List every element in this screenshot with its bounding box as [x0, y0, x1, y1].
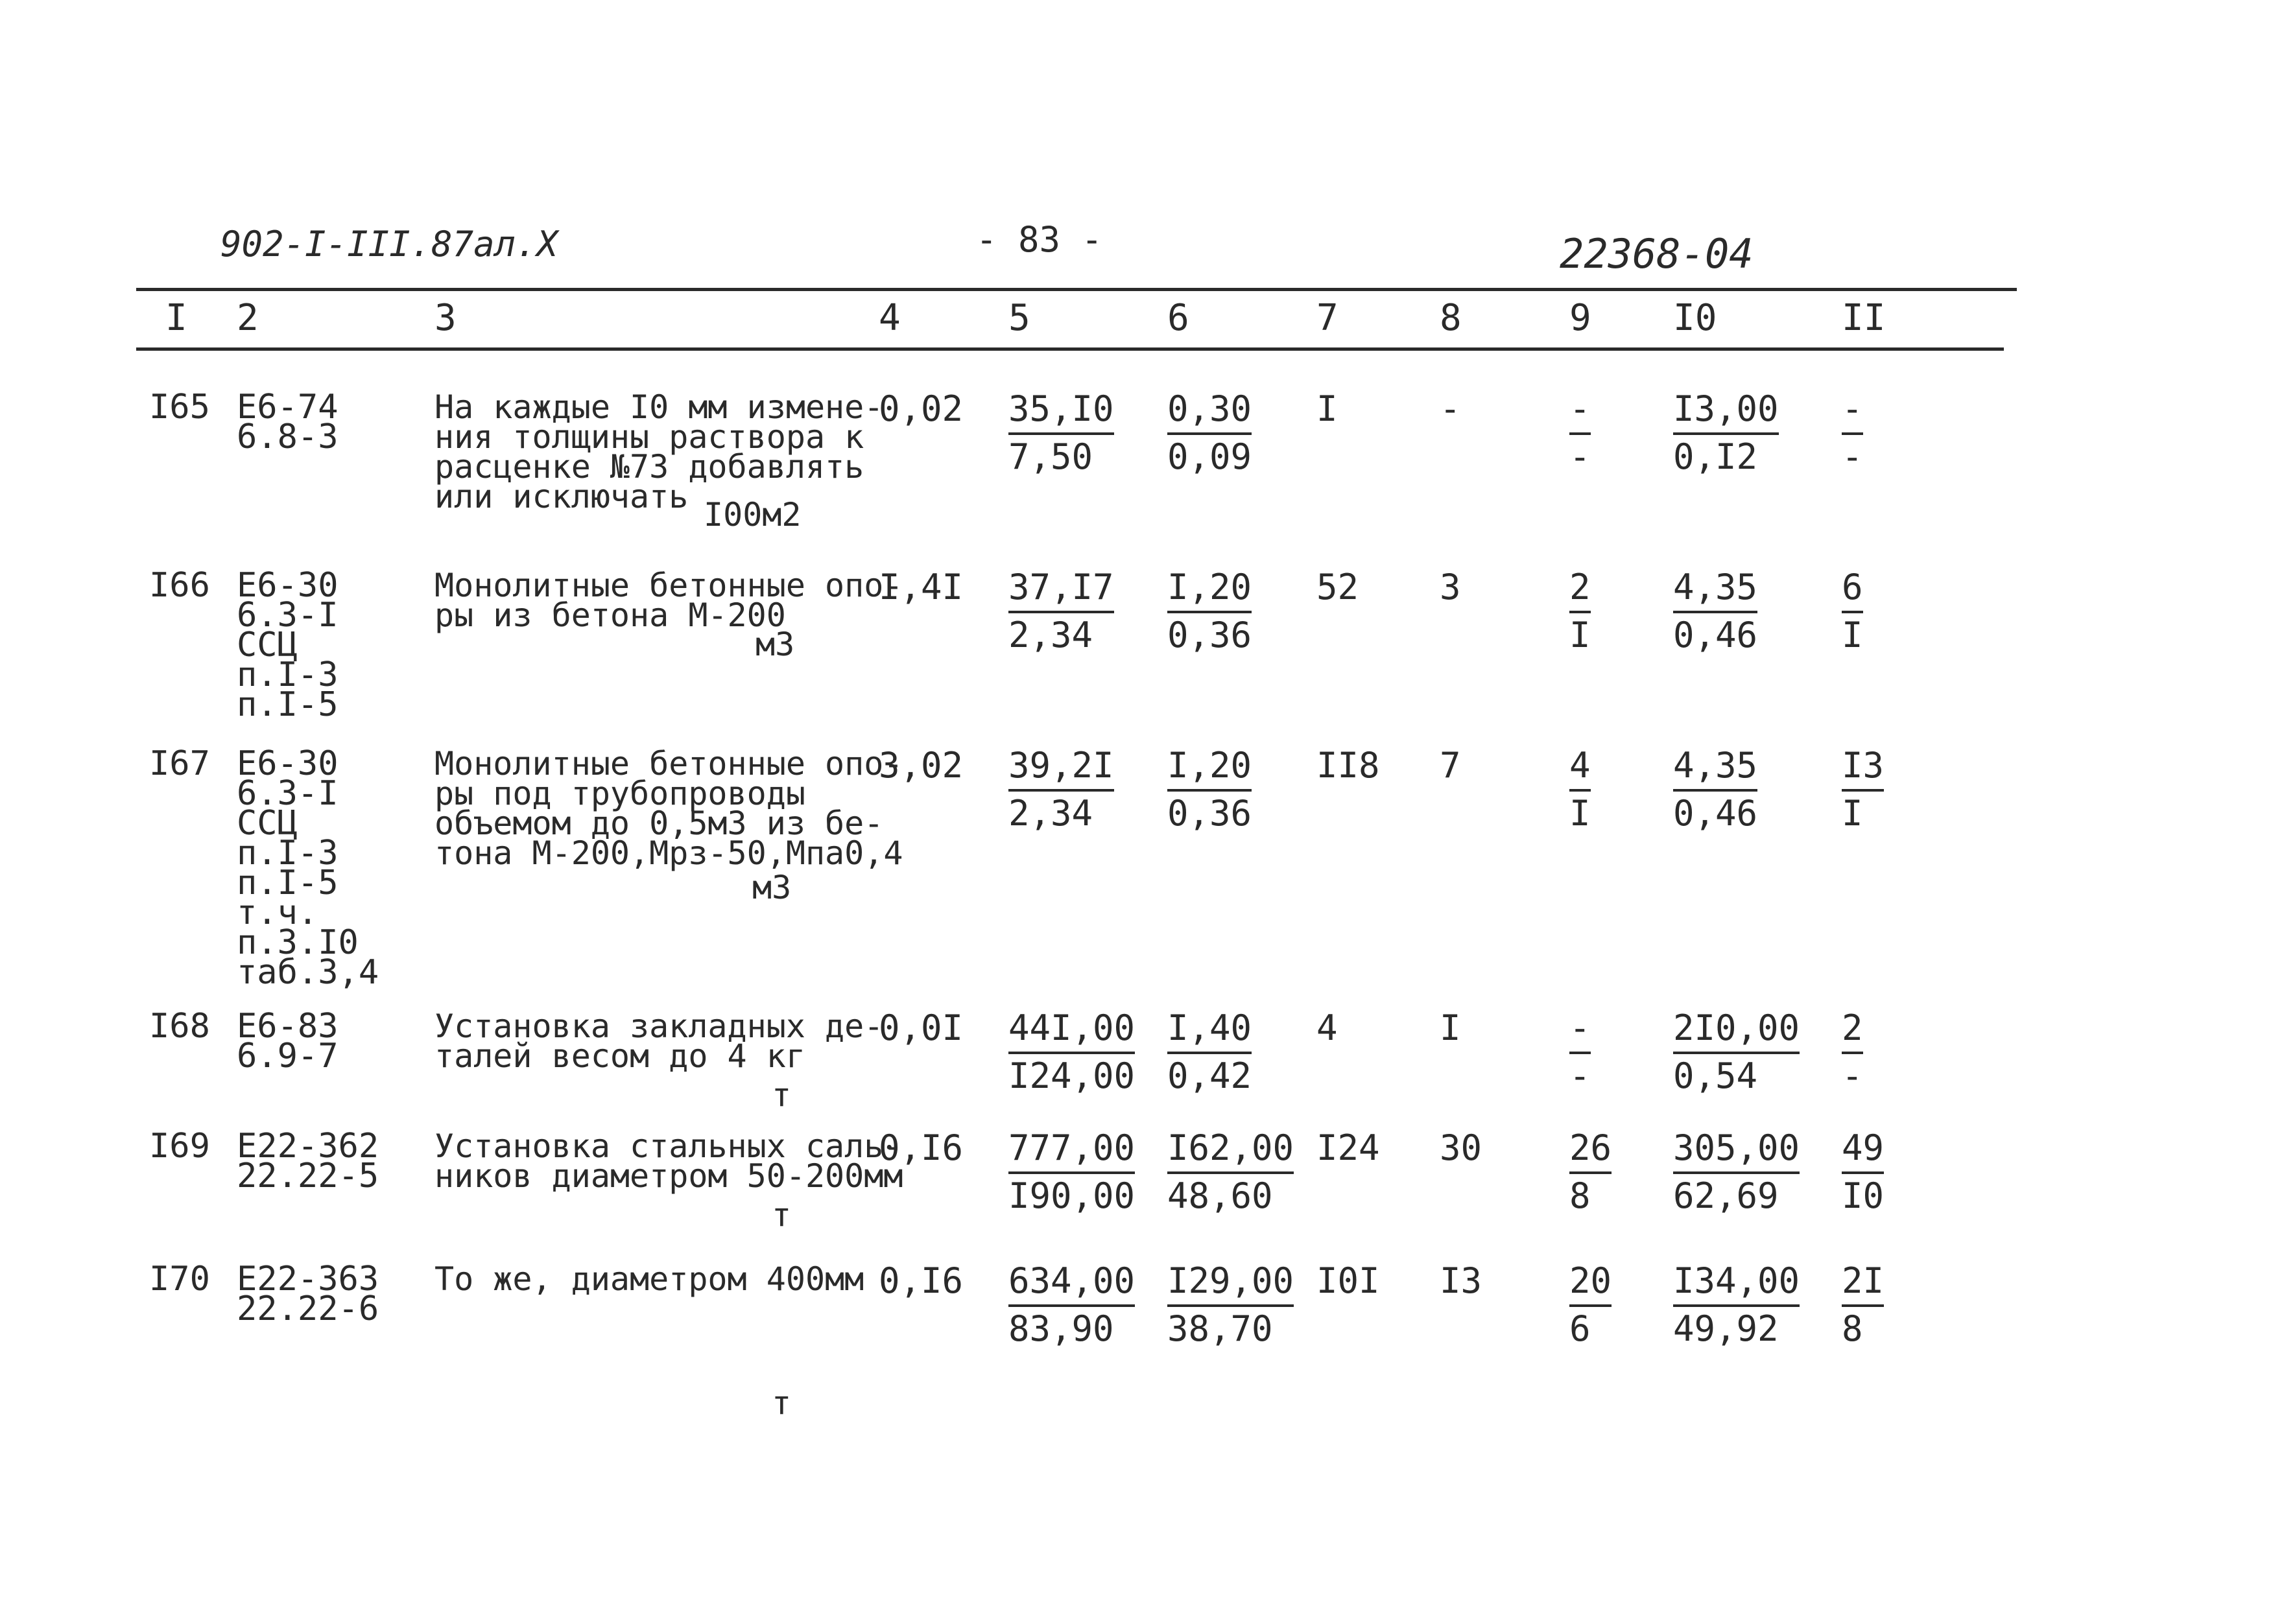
quantity: 3,02	[879, 745, 964, 786]
total-labor-denominator: I0	[1842, 1175, 1885, 1216]
labor-hours-denominator: 0,46	[1673, 615, 1758, 655]
total-labor	[1842, 744, 1884, 836]
header-top-rule	[136, 288, 2017, 291]
unit-cost-numerator: 777,00	[1008, 1126, 1135, 1174]
row-number: I69	[149, 1127, 210, 1166]
column-header-1: I	[165, 297, 187, 339]
wages-numerator: -	[1569, 1006, 1591, 1054]
column-header-2: 2	[237, 297, 259, 339]
total-labor-denominator: I	[1842, 793, 1863, 834]
labor-cost-numerator: 0,30	[1167, 387, 1252, 435]
labor-hours	[1673, 1126, 1800, 1218]
labor-cost	[1167, 1006, 1252, 1098]
unit-cost-numerator: 634,00	[1008, 1259, 1135, 1307]
unit-cost	[1008, 387, 1114, 479]
labor-cost-numerator: I29,00	[1167, 1259, 1294, 1307]
unit-cost-numerator: 44I,00	[1008, 1006, 1135, 1054]
rate-code: Е6-74 6.8-3	[237, 388, 339, 456]
row-number: I68	[149, 1007, 210, 1046]
total-cost: 4	[1316, 1007, 1338, 1048]
labor-hours-numerator: I3,00	[1673, 387, 1779, 435]
labor-cost-denominator: 38,70	[1167, 1308, 1273, 1349]
document-number: 22368-04	[1560, 230, 1754, 277]
wages-denominator: I	[1569, 615, 1591, 655]
quantity: 0,I6	[879, 1260, 964, 1301]
page-number: - 83 -	[976, 219, 1103, 260]
unit-cost	[1008, 1126, 1135, 1218]
column-header-11: II	[1842, 297, 1886, 339]
labor-hours	[1673, 1259, 1800, 1351]
unit-cost-numerator: 37,I7	[1008, 565, 1114, 613]
quantity: 0,0I	[879, 1007, 964, 1048]
rate-code: Е22-363 22.22-6	[237, 1260, 379, 1328]
work-description: То же, диаметром 400мм	[434, 1260, 864, 1298]
total-cost: I24	[1316, 1127, 1380, 1168]
labor-cost-numerator: I,20	[1167, 565, 1252, 613]
total-cost: II8	[1316, 745, 1380, 786]
unit-cost-numerator: 35,I0	[1008, 387, 1114, 435]
wages	[1569, 565, 1591, 657]
machine-cost: 3	[1440, 567, 1461, 607]
unit-cost-denominator: 2,34	[1008, 793, 1093, 834]
wages	[1569, 1259, 1612, 1351]
work-description: Монолитные бетонные опо- ры под трубопроводы объемом до 0,5м3 из бе- тона М-200,Мрз-50,Мпа0,4	[434, 745, 903, 872]
labor-cost-numerator: I,20	[1167, 744, 1252, 792]
wages	[1569, 1006, 1591, 1098]
labor-hours-numerator: 4,35	[1673, 744, 1757, 792]
labor-cost	[1167, 1259, 1294, 1351]
work-description: Установка стальных саль- ников диаметром 50-200мм	[434, 1127, 903, 1195]
total-labor-numerator: 2I	[1842, 1259, 1884, 1307]
work-description: Монолитные бетонные опо- ры из бетона М-200	[434, 567, 903, 634]
total-labor-numerator: 2	[1842, 1006, 1863, 1054]
rate-code: Е6-83 6.9-7	[237, 1007, 339, 1076]
column-header-10: I0	[1673, 297, 1717, 339]
total-labor	[1842, 1126, 1884, 1218]
wages-denominator: I	[1569, 793, 1591, 834]
labor-cost	[1167, 1126, 1294, 1218]
unit-cost	[1008, 1259, 1135, 1351]
machine-cost: 30	[1440, 1127, 1482, 1168]
labor-hours	[1673, 387, 1779, 479]
labor-cost-numerator: I,40	[1167, 1006, 1252, 1054]
total-labor	[1842, 565, 1863, 657]
unit-cost-denominator: 7,50	[1008, 436, 1093, 477]
labor-cost-denominator: 0,09	[1167, 436, 1252, 477]
wages-numerator: 20	[1569, 1259, 1612, 1307]
unit-of-measure: м3	[752, 869, 792, 906]
machine-cost: 7	[1440, 745, 1461, 786]
unit-cost	[1008, 565, 1114, 657]
column-header-4: 4	[879, 297, 901, 339]
wages-denominator: -	[1569, 1055, 1591, 1096]
quantity: 0,I6	[879, 1127, 964, 1168]
labor-hours-numerator: I34,00	[1673, 1259, 1800, 1307]
labor-cost	[1167, 387, 1252, 479]
row-number: I65	[149, 388, 210, 427]
column-header-3: 3	[434, 297, 457, 339]
rate-code: Е22-362 22.22-5	[237, 1127, 379, 1195]
wages	[1569, 387, 1591, 479]
labor-hours-denominator: 62,69	[1673, 1175, 1779, 1216]
total-labor-numerator: I3	[1842, 744, 1884, 792]
wages	[1569, 744, 1591, 836]
total-labor-numerator: 49	[1842, 1126, 1884, 1174]
unit-cost-denominator: 2,34	[1008, 615, 1093, 655]
machine-cost: -	[1440, 388, 1461, 429]
labor-cost-numerator: I62,00	[1167, 1126, 1294, 1174]
total-labor	[1842, 1259, 1884, 1351]
unit-cost-denominator: I24,00	[1008, 1055, 1136, 1096]
document-code: 902-I-III.87ал.X	[220, 224, 558, 265]
wages-denominator: -	[1569, 436, 1591, 477]
column-header-9: 9	[1569, 297, 1591, 339]
labor-hours-denominator: 0,46	[1673, 793, 1758, 834]
wages	[1569, 1126, 1612, 1218]
labor-cost-denominator: 0,36	[1167, 793, 1252, 834]
wages-denominator: 8	[1569, 1175, 1591, 1216]
wages-numerator: 26	[1569, 1126, 1612, 1174]
unit-of-measure: т	[772, 1196, 792, 1234]
column-header-6: 6	[1167, 297, 1189, 339]
wages-numerator: 4	[1569, 744, 1591, 792]
unit-cost-denominator: I90,00	[1008, 1175, 1136, 1216]
labor-cost-denominator: 0,42	[1167, 1055, 1252, 1096]
wages-numerator: -	[1569, 387, 1591, 435]
unit-cost	[1008, 744, 1114, 836]
labor-hours-denominator: 49,92	[1673, 1308, 1779, 1349]
wages-denominator: 6	[1569, 1308, 1591, 1349]
row-number: I66	[149, 566, 210, 605]
total-cost: I	[1316, 388, 1338, 429]
work-description: Установка закладных де- талей весом до 4 кг	[434, 1007, 884, 1075]
unit-of-measure: м3	[755, 626, 795, 663]
column-header-7: 7	[1316, 297, 1338, 339]
unit-of-measure: I00м2	[704, 496, 802, 534]
labor-hours	[1673, 565, 1757, 657]
quantity: 0,02	[879, 388, 964, 429]
unit-of-measure: т	[772, 1076, 792, 1114]
work-description: На каждые I0 мм измене- ния толщины раствора к расценке №73 добавлять или исключать	[434, 388, 884, 515]
total-labor-numerator: -	[1842, 387, 1863, 435]
total-labor	[1842, 387, 1863, 479]
labor-hours-denominator: 0,I2	[1673, 436, 1758, 477]
machine-cost: I	[1440, 1007, 1461, 1048]
column-header-5: 5	[1008, 297, 1030, 339]
quantity: I,4I	[879, 567, 964, 607]
labor-cost-denominator: 48,60	[1167, 1175, 1273, 1216]
labor-cost-denominator: 0,36	[1167, 615, 1252, 655]
labor-hours	[1673, 744, 1757, 836]
wages-numerator: 2	[1569, 565, 1591, 613]
unit-cost	[1008, 1006, 1135, 1098]
labor-hours-numerator: 305,00	[1673, 1126, 1800, 1174]
total-labor-numerator: 6	[1842, 565, 1863, 613]
labor-hours-denominator: 0,54	[1673, 1055, 1758, 1096]
row-number: I67	[149, 744, 210, 783]
total-labor-denominator: 8	[1842, 1308, 1863, 1349]
labor-cost	[1167, 565, 1252, 657]
unit-cost-denominator: 83,90	[1008, 1308, 1114, 1349]
machine-cost: I3	[1440, 1260, 1482, 1301]
total-labor	[1842, 1006, 1863, 1098]
row-number: I70	[149, 1260, 210, 1299]
labor-hours-numerator: 2I0,00	[1673, 1006, 1800, 1054]
labor-cost	[1167, 744, 1252, 836]
rate-code: Е6-30 6.3-I ССЦ п.I-3 п.I-5	[237, 566, 339, 724]
total-labor-denominator: -	[1842, 436, 1863, 477]
labor-hours	[1673, 1006, 1800, 1098]
unit-cost-numerator: 39,2I	[1008, 744, 1114, 792]
total-labor-denominator: I	[1842, 615, 1863, 655]
total-cost: I0I	[1316, 1260, 1380, 1301]
header-bottom-rule	[136, 347, 2004, 351]
labor-hours-numerator: 4,35	[1673, 565, 1757, 613]
total-labor-denominator: -	[1842, 1055, 1863, 1096]
unit-of-measure: т	[772, 1384, 792, 1422]
total-cost: 52	[1316, 567, 1359, 607]
column-header-8: 8	[1440, 297, 1462, 339]
rate-code: Е6-30 6.3-I ССЦ п.I-3 п.I-5 т.ч. п.3.I0 таб.3,4	[237, 744, 379, 992]
